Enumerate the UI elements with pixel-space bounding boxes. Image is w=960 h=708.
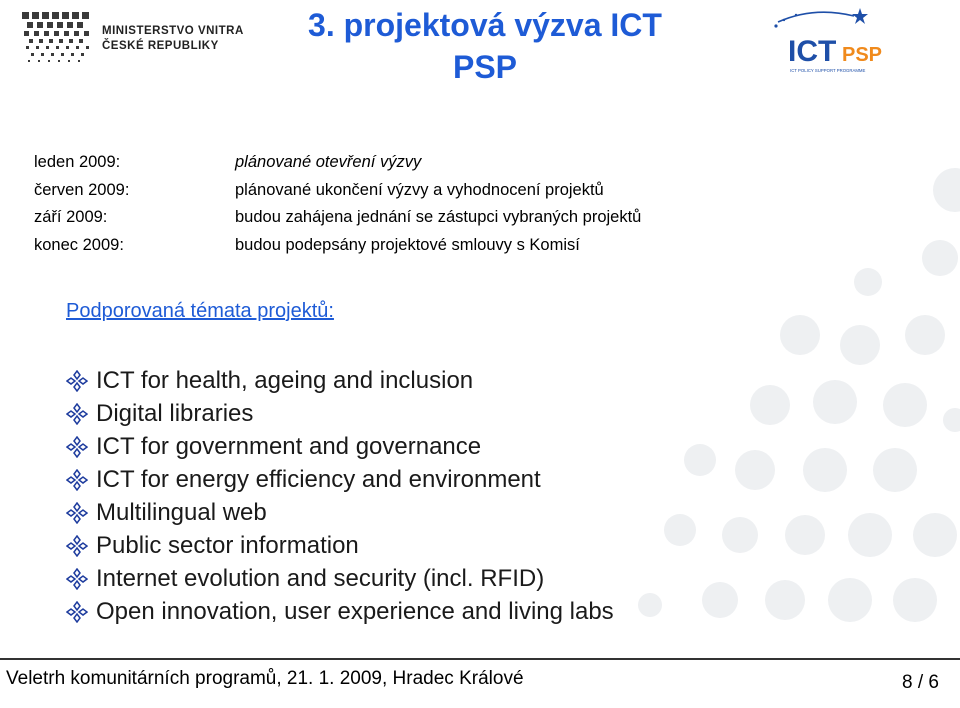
ministry-name-line1: MINISTERSTVO VNITRA: [102, 25, 244, 37]
timeline-date: konec 2009:: [34, 235, 124, 254]
slide-title-line2: PSP: [452, 49, 518, 85]
topic-list-item: [66, 496, 614, 529]
timeline: [34, 149, 641, 259]
topics-list: [66, 364, 614, 628]
psp-logo-text: PSP: [842, 44, 883, 66]
timeline-description: budou podepsány projektové smlouvy s Komisí: [235, 235, 580, 254]
topic-label: Multilingual web: [96, 498, 267, 526]
star-icon: [852, 8, 868, 24]
ict-logo-tagline: ICT POLICY SUPPORT PROGRAMME: [790, 68, 866, 73]
diamond-bullet-icon: [66, 370, 88, 392]
topic-list-item: [66, 397, 614, 430]
timeline-row: [34, 177, 641, 205]
topics-heading: Podporovaná témata projektů:: [66, 300, 334, 322]
timeline-description: plánované otevření výzvy: [235, 153, 422, 172]
timeline-row: [34, 149, 641, 177]
timeline-description: budou zahájena jednání se zástupci vybraných projektů: [235, 208, 642, 227]
diamond-bullet-icon: [66, 403, 88, 425]
topic-list-item: [66, 595, 614, 628]
ict-logo-text: ICT: [788, 35, 837, 68]
diamond-bullet-icon: [66, 568, 88, 590]
topic-list-item: [66, 529, 614, 562]
topic-list-item: [66, 562, 614, 595]
timeline-row: [34, 204, 641, 232]
ministry-name-line2: ČESKÉ REPUBLIKY: [102, 40, 219, 52]
footer-text: Veletrh komunitárních programů, 21. 1. 2009, Hradec Králové: [6, 668, 524, 689]
page-number: 8 / 6: [902, 672, 939, 693]
ict-psp-logo: [764, 4, 894, 76]
footer-divider: [0, 658, 960, 660]
diamond-bullet-icon: [66, 535, 88, 557]
topic-label: Open innovation, user experience and living labs: [96, 597, 614, 625]
topic-label: Internet evolution and security (incl. RFID): [96, 564, 545, 592]
topic-label: ICT for health, ageing and inclusion: [96, 366, 474, 394]
topic-label: ICT for government and governance: [96, 432, 482, 460]
topic-list-item: [66, 430, 614, 463]
topic-label: ICT for energy efficiency and environment: [96, 465, 541, 493]
timeline-row: [34, 232, 641, 260]
diamond-bullet-icon: [66, 469, 88, 491]
topic-list-item: [66, 364, 614, 397]
diamond-bullet-icon: [66, 436, 88, 458]
timeline-date: červen 2009:: [34, 180, 130, 199]
diamond-bullet-icon: [66, 502, 88, 524]
timeline-date: září 2009:: [34, 208, 108, 227]
topic-list-item: [66, 463, 614, 496]
topic-label: Digital libraries: [96, 399, 254, 427]
slide-title-line1: 3. projektová výzva ICT: [308, 7, 662, 43]
timeline-description: plánované ukončení výzvy a vyhodnocení projektů: [235, 180, 604, 199]
diamond-bullet-icon: [66, 601, 88, 623]
topic-label: Public sector information: [96, 531, 359, 559]
timeline-date: leden 2009:: [34, 153, 121, 172]
